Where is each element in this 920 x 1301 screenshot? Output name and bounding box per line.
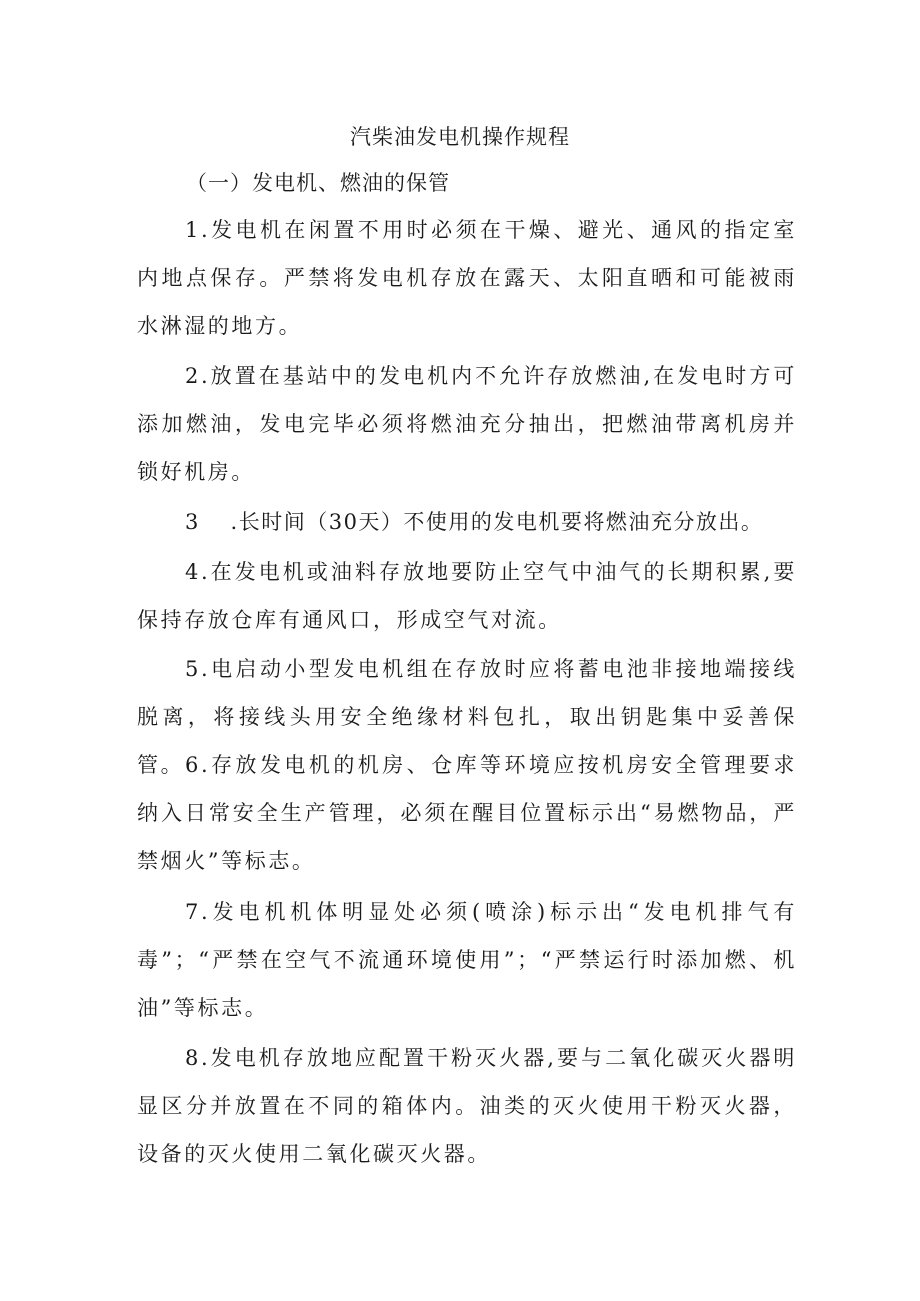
paragraph-8: 8.发电机存放地应配置干粉灭火器,要与二氧化碳灭火器明显区分并放置在不同的箱体内。油类的灭火使用干粉灭火器，设备的灭火使用二氧化碳灭火器。 [137,1046,797,1166]
section-heading: （一）发电机、燃油的保管 [186,171,450,195]
document-title: 汽柴油发电机操作规程 [350,125,570,149]
paragraph-1: 1.发电机在闲置不用时必须在干燥、避光、通风的指定室内地点保存。严禁将发电机存放在露天、太阳直晒和可能被雨水淋湿的地方。 [137,218,797,338]
paragraph-7: 7.发电机机体明显处必须(喷涂)标示出“发电机排气有毒”；“严禁在空气不流通环境使用”；“严禁运行时添加燃、机油”等标志。 [137,900,797,1020]
paragraph-4: 4.在发电机或油料存放地要防止空气中油气的长期积累,要保持存放仓库有通风口，形成空气对流。 [137,560,797,632]
paragraph-2: 2.放置在基站中的发电机内不允许存放燃油,在发电时方可添加燃油，发电完毕必须将燃油充分抽出，把燃油带离机房并锁好机房。 [137,364,797,484]
paragraph-6: 6.存放发电机的机房、仓库等环境应按机房安全管理要求纳入日常安全生产管理，必须在醒目位置标示出“易燃物品，严禁烟火”等标志。 [137,753,797,873]
paragraph-3: 3 .长时间（30天）不使用的发电机要将燃油充分放出。 [185,510,764,534]
paragraph-5: 5.电启动小型发电机组在存放时应将蓄电池非接地端接线脱离，将接线头用安全绝缘材料包扎，取出钥匙集中妥善保管。 [137,657,797,777]
